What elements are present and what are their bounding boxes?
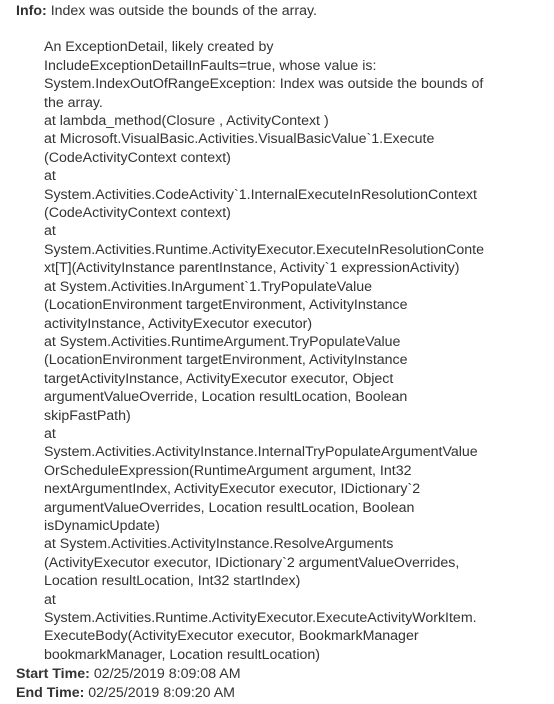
exception-detail-line: at [44, 223, 56, 240]
exception-detail-line: at Microsoft.VisualBasic.Activities.VisualBasicValue`1.Execute [44, 131, 435, 148]
start-time-value: 02/25/2019 8:09:08 AM [93, 666, 241, 683]
exception-detail-line: (CodeActivityContext context) [44, 205, 231, 222]
exception-detail-line: (LocationEnvironment targetEnvironment, ActivityInstance [44, 297, 408, 314]
exception-detail-line: isDynamicUpdate) [44, 517, 160, 534]
exception-detail-line: at System.Activities.ActivityInstance.ResolveArguments [44, 536, 394, 553]
info-label: Info: [16, 3, 47, 19]
exception-detail-line: System.Activities.ActivityInstance.InternalTryPopulateArgumentValue [44, 444, 478, 461]
exception-detail-line: System.Activities.CodeActivity`1.InternalExecuteInResolutionContext [44, 186, 477, 203]
info-row [16, 2, 546, 20]
exception-detail-line: targetActivityInstance, ActivityExecutor executor, Object [44, 370, 394, 387]
exception-detail-line: System.Activities.Runtime.ActivityExecutor.ExecuteInResolutionConte [44, 241, 484, 258]
exception-detail [44, 38, 544, 664]
exception-detail-line: at System.Activities.RuntimeArgument.TryPopulateValue [44, 333, 401, 350]
exception-detail-line: argumentValueOverride, Location resultLocation, Boolean [44, 389, 408, 406]
exception-detail-line: xt[T](ActivityInstance parentInstance, Activity`1 expressionActivity) [44, 260, 460, 277]
exception-detail-line: OrScheduleExpression(RuntimeArgument argument, Int32 [44, 462, 412, 479]
exception-detail-line: ExecuteBody(ActivityExecutor executor, BookmarkManager [44, 628, 419, 645]
exception-detail-line: (ActivityExecutor executor, IDictionary`2 argumentValueOverrides, [44, 554, 460, 571]
exception-detail-line: at System.Activities.InArgument`1.TryPopulateValue [44, 278, 373, 295]
exception-detail-line: activityInstance, ActivityExecutor executor) [44, 315, 313, 332]
exception-detail-line: Location resultLocation, Int32 startIndex) [44, 573, 301, 590]
exception-detail-line: at [44, 168, 56, 185]
exception-detail-line: at [44, 591, 56, 608]
exception-detail-line: System.Activities.Runtime.ActivityExecutor.ExecuteActivityWorkItem. [44, 610, 477, 626]
exception-detail-line: IncludeExceptionDetailInFaults=true, whose value is: [44, 57, 377, 74]
exception-detail-line: nextArgumentIndex, ActivityExecutor executor, IDictionary`2 [44, 481, 421, 498]
info-message: Index was outside the bounds of the array. [50, 3, 318, 19]
exception-detail-line: (LocationEnvironment targetEnvironment, ActivityInstance [44, 352, 408, 369]
exception-detail-line: at lambda_method(Closure , ActivityContext ) [44, 113, 329, 130]
exception-detail-line: argumentValueOverrides, Location resultLocation, Boolean [44, 499, 415, 516]
end-time-label: End Time: [16, 684, 85, 701]
exception-detail-line: at [44, 425, 56, 442]
end-time-value: 02/25/2019 8:09:20 AM [88, 684, 236, 701]
start-time-row [16, 665, 546, 683]
exception-detail-line: bookmarkManager, Location resultLocation) [44, 646, 321, 663]
exception-detail-line: skipFastPath) [44, 407, 131, 424]
end-time-row [16, 684, 546, 702]
exception-detail-line: An ExceptionDetail, likely created by [44, 39, 274, 56]
exception-detail-line: (CodeActivityContext context) [44, 149, 231, 166]
log-entry [16, 2, 546, 702]
exception-detail-line: System.IndexOutOfRangeException: Index was outside the bounds of [44, 76, 484, 93]
start-time-label: Start Time: [16, 666, 90, 683]
exception-detail-line: the array. [44, 94, 103, 111]
